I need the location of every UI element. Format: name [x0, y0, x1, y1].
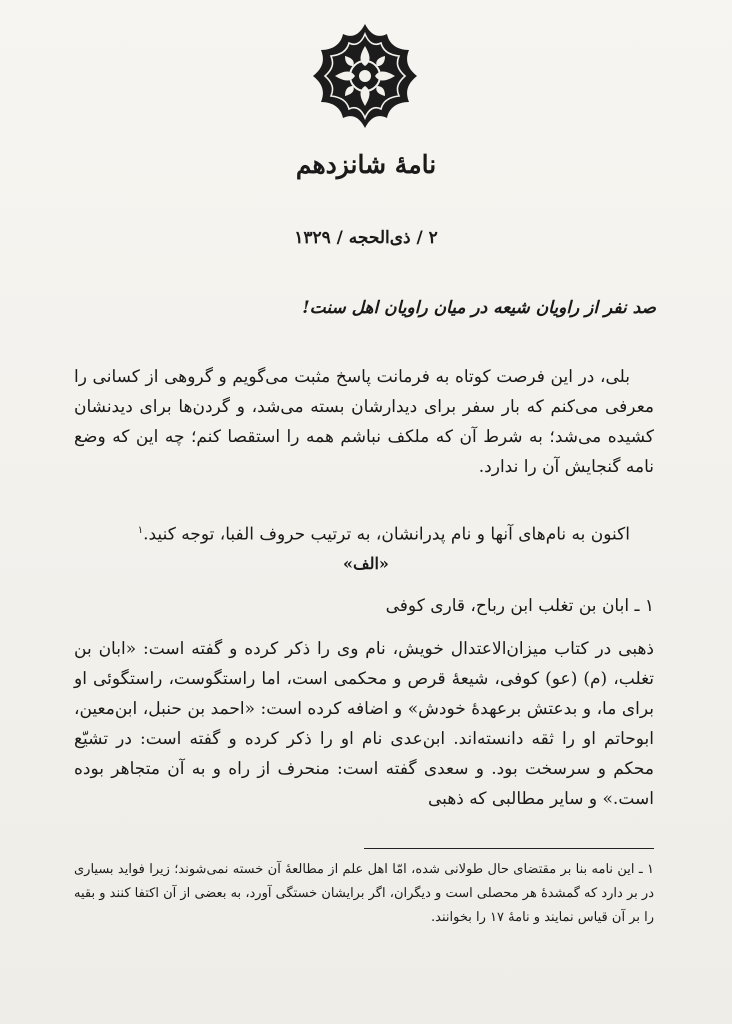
- arabesque-medallion-icon: [311, 22, 419, 130]
- subheading: صد نفر از راویان شیعه در میان راویان اهل سنت!: [302, 298, 656, 318]
- paragraph-2-text: اکنون به نام‌های آنها و نام پدرانشان، به ترتیب حروف الفبا، توجه کنید.: [143, 524, 630, 545]
- paragraph-2: [74, 516, 654, 550]
- letter-title: نامهٔ شانزدهم: [295, 150, 437, 179]
- paragraph-1: بلی، در این فرصت کوتاه به فرمانت پاسخ مثبت می‌گویم و گروهی از کسانی را معرفی می‌کنم که بار سفر برای دیدارشان بسته می‌شد، و گردن‌ها برای دیدنشان کشیده می‌شد؛ به شرط آن که ملکف نباشم همه را استقصا کنم؛ چه این که وضع نامه گنجایش آن را ندارد.: [74, 367, 654, 477]
- entry-1-heading: ۱ ـ ابان بن تغلب ابن رباح، قاری کوفی: [385, 596, 654, 616]
- footnote-divider: [364, 848, 654, 849]
- entry-1-text: ذهبی در کتاب میزان‌الاعتدال خویش، نام وی را ذکر کرده و گفته است: «ابان بن تغلب، (م) (عو) کوفی، شیعهٔ قرص و محکمی است، اما راستگوست، راستگوئی او برای ما، و بدعتش برعهدهٔ خودش» و اضافه کرده است: «احمد بن حنبل، ابن‌معین، ابوحاتم او را ثقه دانسته‌اند. ابن‌عدی نام او را ذکر کرده و گفته است: در تشیّع محکم و سرسخت بود. و سعدی گفته است: منحرف از راه و به آن متجاهر بوده است.» و سایر مطالبی که ذهبی: [74, 639, 654, 809]
- section-letter: «الف»: [343, 554, 389, 573]
- date-line: ۲ / ذی‌الحجه / ۱۳۲۹: [294, 228, 438, 248]
- footnote-mark: ۱: [137, 525, 144, 536]
- footnote: ۱ ـ این نامه بنا بر مقتضای حال طولانی شده، امّا اهل علم از مطالعهٔ آن خسته نمی‌شوند؛ زیرا فواید بسیاری در بر دارد که گمشدهٔ هر محصلی است و دیگران، اگر برایشان خستگی آورد، به بعضی از آن اکتفا کنند و بقیه را بر آن قیاس نمایند و نامهٔ ۱۷ را بخوانند.: [74, 862, 654, 925]
